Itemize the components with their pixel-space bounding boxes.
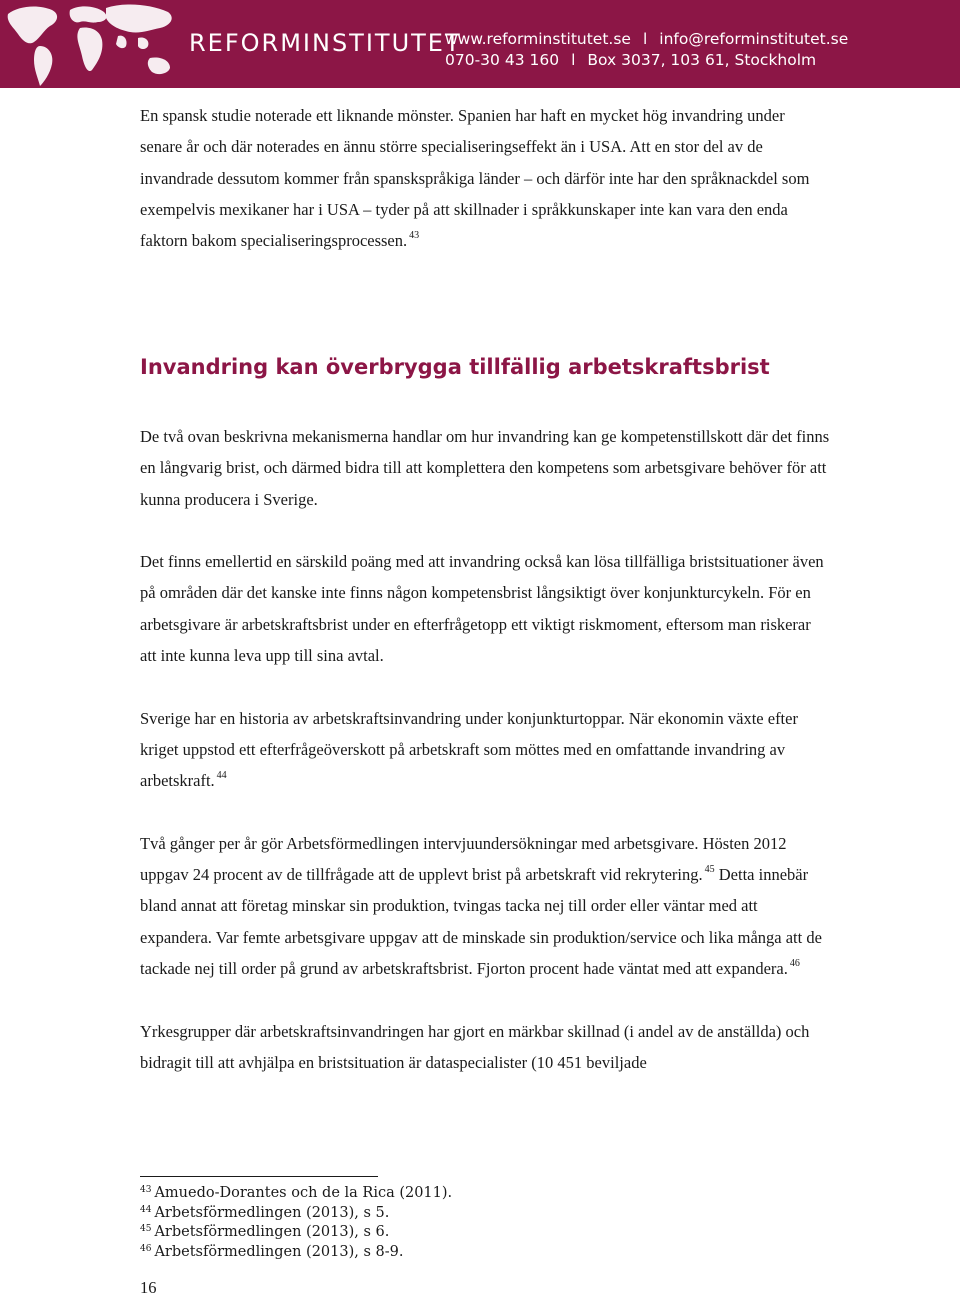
paragraph-4-text-b: Detta innebär bland annat att företag minskar sin produktion, tvingas tacka nej till order eller väntar med att expandera. Var femte arbetsgivare uppgav att de minskade sin produktion/service och lika många att de tackade nej till order på grund av arbetskraftsbrist. Fjorton procent hade väntat med att expandera. <box>140 865 822 979</box>
separator: l <box>571 51 576 69</box>
footnote-43 <box>140 1184 452 1204</box>
footnote-ref-43[interactable]: 43 <box>409 230 420 242</box>
footnote-ref-45[interactable]: 45 <box>704 864 715 876</box>
footnote-number: 46 <box>140 1243 152 1254</box>
intro-section <box>140 100 830 256</box>
paragraph-5: Yrkesgrupper där arbetskraftsinvandringen har gjort en märkbar skillnad (i andel av de anställda) och bidragit till att avhjälpa en bristsituation är dataspecialister (10 451 beviljade <box>140 1021 810 1072</box>
footnotes <box>140 1184 452 1262</box>
separator: l <box>642 30 648 48</box>
footnote-ref-44[interactable]: 44 <box>216 770 227 782</box>
contact-line-1 <box>445 29 848 50</box>
paragraph-2: Det finns emellertid en särskild poäng med att invandring också kan lösa tillfälliga bristsituationer även på områden där det kanske inte finns någon kompetensbrist långsiktigt över konjunkturcykeln. För en arbetsgivare är arbetskraftsbrist under en efterfrågetopp ett viktigt riskmoment, eftersom man riskerar att inte kunna leva upp till sina avtal. <box>140 552 824 666</box>
footnote-44 <box>140 1204 452 1224</box>
contact-info <box>445 29 848 71</box>
website-link[interactable]: www.reforminstitutet.se <box>445 30 631 48</box>
footnote-text: Arbetsförmedlingen (2013), s 5. <box>154 1204 390 1221</box>
page-number: 16 <box>140 1278 157 1297</box>
brand-name: REFORMINSTITUTET <box>189 29 462 57</box>
footnote-45 <box>140 1223 452 1243</box>
footnote-text: Arbetsförmedlingen (2013), s 6. <box>154 1224 390 1241</box>
paragraph-3 <box>140 703 830 797</box>
section-heading: Invandring kan överbrygga tillfällig arbetskraftsbrist <box>140 355 770 379</box>
paragraph-4-text-a: Två gånger per år gör Arbetsförmedlingen intervjuundersökningar med arbetsgivare. Hösten 2012 uppgav 24 procent av de tillfrågade att de upplevt brist på arbetskraft vid rekrytering. <box>140 833 787 885</box>
footnote-divider <box>140 1176 378 1177</box>
phone-number: 070-30 43 160 <box>445 51 560 69</box>
footnote-number: 45 <box>140 1224 152 1235</box>
footnote-number: 43 <box>140 1185 152 1195</box>
intro-text: En spansk studie noterade ett liknande mönster. Spanien har haft en mycket hög invandring under senare år och där noterades en ännu större specialiseringseffekt än i USA. Att en stor del av de invandrade dessutom kommer från spanskspråkiga länder – och därför inte har den språknackdel som exempelvis mexikaner har i USA – tyder på att skillnader i språkkunskaper inte kan vara den enda faktorn bakom specialiseringsprocessen. <box>140 106 810 251</box>
footnote-46 <box>140 1243 452 1263</box>
footnote-text: Arbetsförmedlingen (2013), s 8-9. <box>154 1243 404 1260</box>
intro-paragraph <box>140 100 830 256</box>
paragraph-4 <box>140 828 830 984</box>
postal-address: Box 3037, 103 61, Stockholm <box>587 51 817 69</box>
paragraph-1: De två ovan beskrivna mekanismerna handlar om hur invandring kan ge kompetenstillskott där det finns en långvarig brist, och därmed bidra till att komplettera den kompetens som arbetsgivare behöver för att kunna producera i Sverige. <box>140 427 830 509</box>
email-link[interactable]: info@reforminstitutet.se <box>659 30 849 48</box>
world-map-logo <box>0 0 180 88</box>
footnote-text: Amuedo-Dorantes och de la Rica (2011). <box>154 1185 453 1201</box>
footnote-ref-46[interactable]: 46 <box>789 958 800 970</box>
contact-line-2 <box>445 50 848 71</box>
section-body <box>140 421 830 1078</box>
paragraph-3-text: Sverige har en historia av arbetskraftsinvandring under konjunkturtoppar. När ekonomin växte efter kriget uppstod ett efterfrågeöverskott på arbetskraft som möttes med en omfattande invandring av arbetskraft. <box>140 708 798 791</box>
header-banner <box>0 0 960 88</box>
footnote-number: 44 <box>140 1204 152 1215</box>
